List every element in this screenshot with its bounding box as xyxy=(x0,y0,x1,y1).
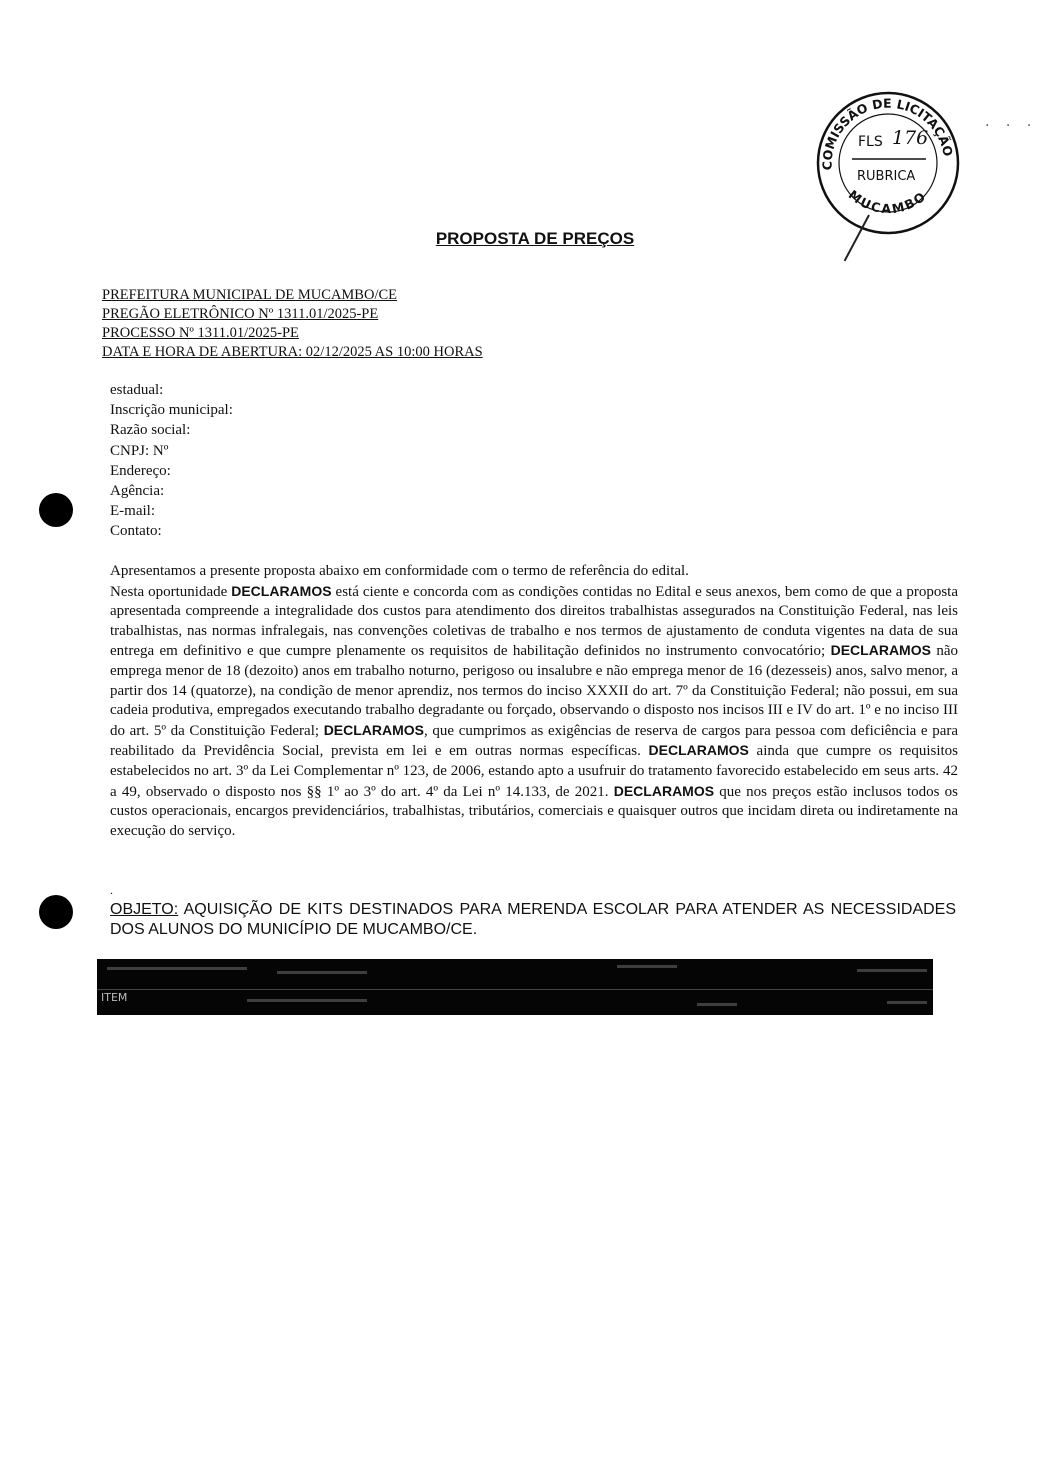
punch-hole-mark xyxy=(39,493,73,527)
redacted-table-header xyxy=(97,959,933,1015)
objeto-text: AQUISIÇÃO DE KITS DESTINADOS PARA MERENDA ESCOLAR PARA ATENDER AS NECESSIDADES DOS ALUNOS DO MUNICÍPIO DE MUCAMBO/CE. xyxy=(110,901,957,938)
declaramos-keyword: DECLARAMOS xyxy=(231,582,332,599)
stamp-fls-number: 176 xyxy=(892,127,929,149)
svg-text:MUCAMBO: MUCAMBO xyxy=(845,186,930,217)
field-inscricao-estadual: estadual: xyxy=(110,382,164,398)
commission-stamp xyxy=(810,88,965,238)
field-contato: Contato: xyxy=(110,523,162,540)
field-endereco: Endereço: xyxy=(110,462,171,479)
stray-dot: . xyxy=(110,883,113,897)
field-cnpj: CNPJ: Nº xyxy=(110,442,169,459)
header-line-data-abertura: DATA E HORA DE ABERTURA: 02/12/2025 AS 10:00 HORAS xyxy=(102,344,483,360)
field-razao-social: Razão social: xyxy=(110,422,191,439)
header-line-pregao: PREGÃO ELETRÔNICO Nº 1311.01/2025-PE xyxy=(102,306,379,322)
declaramos-keyword: DECLARAMOS xyxy=(648,742,749,759)
field-email: E-mail: xyxy=(110,503,155,520)
stamp-fls-label: FLS xyxy=(858,134,883,150)
declaramos-keyword: DECLARAMOS xyxy=(830,642,931,659)
field-inscricao-municipal: Inscrição municipal: xyxy=(110,402,233,419)
declaramos-keyword: DECLARAMOS xyxy=(323,721,425,738)
company-fields xyxy=(110,380,233,542)
procurement-header xyxy=(102,286,483,362)
declaration-paragraph xyxy=(110,562,958,841)
objeto-label: OBJETO: xyxy=(110,901,179,918)
stamp-ring-text: COMISSÃO DE LICITAÇÃO xyxy=(819,95,956,171)
declaration-text: Nesta oportunidade DECLARAMOS está ciente e concorda com as condições contidas no Edital e seus anexos, bem como de que a proposta apresentada compreende a integralidade dos custos para atendimento dos direitos trabalhistas assegurados na Constituição Federal, nas leis trabalhistas, nas normas infralegais, nas convenções coletivas de trabalho e nos termos de ajustamento de conduta vigentes na data de sua entrega em definitivo e que cumpre plenamente os requisitos de habilitação definidos no instrumento convocatório; DECLARAMOS não emprega menor de 18 (dezoito) anos em trabalho noturno, perigoso ou insalubre e não emprega menor de 16 (dezesseis) anos, salvo menor, a partir dos 14 (quatorze), na condição de menor aprendiz, nos termos do inciso XXXII do art. 7º da Constituição Federal; não possui, em sua cadeia produtiva, empregados executando trabalho degradante ou forçado, observando o disposto nos incisos III e IV do art. 1º e no inciso III do art. 5º da Constituição Federal; DECLARAMOS, que cumprimos as exigências de reserva de cargos para pessoa com deficiência e para reabilitado da Previdência Social, prevista em lei e em outras normas específicas. DECLARAMOS ainda que cumpre os requisitos estabelecidos no art. 3º da Lei Complementar nº 123, de 2006, estando apto a usufruir do tratamento favorecido estabelecido em seus arts. 42 a 49, observado o disposto nos §§ 1º ao 3º do art. 4º da Lei nº 14.133, de 2021. DECLARAMOS que nos preços estão inclusos todos os custos operacionais, encargos previdenciários, trabalhistas, tributários, comerciais e quaisquer outros que incidam direta ou indiretamente na execução do serviço. xyxy=(110,582,959,839)
declaramos-keyword: DECLARAMOS xyxy=(613,782,715,799)
page-title: PROPOSTA DE PREÇOS xyxy=(435,229,635,248)
intro-sentence: Apresentamos a presente proposta abaixo em conformidade com o termo de referência do edital. xyxy=(110,563,689,579)
objeto-section xyxy=(110,900,956,940)
scan-artifact: · · · xyxy=(985,118,1038,134)
punch-hole-mark xyxy=(39,895,73,929)
redacted-cell-item: ITEM xyxy=(101,991,128,1004)
header-line-prefeitura: PREFEITURA MUNICIPAL DE MUCAMBO/CE xyxy=(102,287,398,303)
field-agencia: Agência: xyxy=(110,483,165,500)
header-line-processo: PROCESSO Nº 1311.01/2025-PE xyxy=(102,325,299,341)
stamp-rubrica: RUBRICA xyxy=(857,169,916,184)
